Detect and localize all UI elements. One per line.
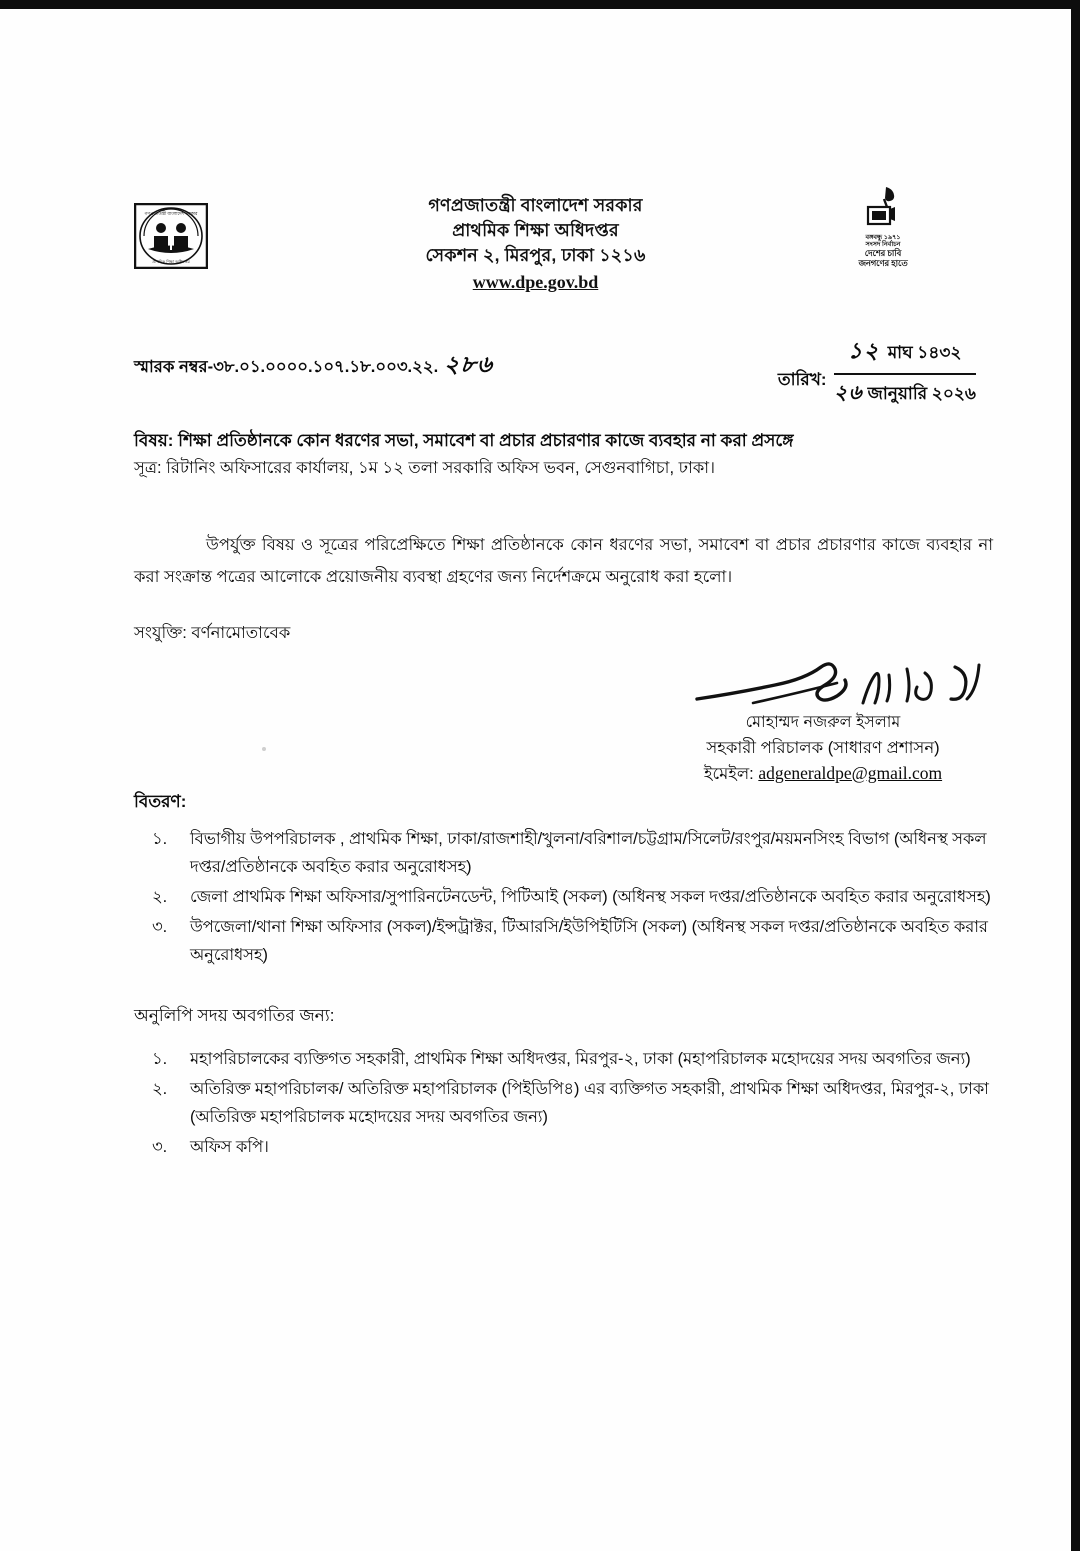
list-item-text: অতিরিক্ত মহাপরিচালক/ অতিরিক্ত মহাপরিচালক (পিইডিপি৪) এর ব্যক্তিগত সহকারী, প্রাথমিক শিক্ষা অধিদপ্তর, মিরপুর-২, ঢাকা (অতিরিক্ত মহাপরিচালক মহোদয়ের সদয় অবগতির জন্য) bbox=[190, 1079, 989, 1126]
stamp-line-4: জনগণের হাতে bbox=[858, 258, 908, 268]
election-commission-stamp bbox=[835, 185, 931, 268]
distribution-heading: বিতরণ: bbox=[134, 791, 187, 811]
website-url[interactable]: www.dpe.gov.bd bbox=[472, 271, 599, 292]
stamp-line-2: সংসদ নির্বাচন bbox=[865, 240, 901, 248]
list-item bbox=[134, 913, 999, 969]
list-item bbox=[134, 883, 999, 911]
distribution-list bbox=[134, 825, 999, 969]
office-address: সেকশন ২, মিরপুর, ঢাকা ১২১৬ bbox=[425, 244, 646, 265]
list-item-number: ২. bbox=[152, 1079, 168, 1098]
list-item-text: বিভাগীয় উপপরিচালক , প্রাথমিক শিক্ষা, ঢাকা/রাজশাহী/খুলনা/বরিশাল/চট্টগ্রাম/সিলেট/রংপুর/ময়মনসিংহ বিভাগ (অধিনস্থ সকল দপ্তর/প্রতিষ্ঠানকে অবহিত করার অনুরোধসহ) bbox=[190, 829, 987, 876]
signer-email-line bbox=[653, 761, 993, 788]
stamp-mark-icon bbox=[835, 185, 931, 235]
list-item-text: অফিস কপি। bbox=[190, 1137, 269, 1156]
list-item-number: ১. bbox=[152, 829, 168, 848]
reference-line bbox=[134, 456, 976, 481]
subject-reference-block bbox=[0, 428, 1071, 480]
signer-name: মোহাম্মদ নজরুল ইসলাম bbox=[745, 713, 901, 731]
scan-top-edge-artifact bbox=[0, 0, 1080, 9]
list-item-number: ২. bbox=[152, 887, 168, 906]
distribution-section bbox=[0, 789, 1071, 969]
signer-designation: সহকারী পরিচালক (সাধারণ প্রশাসন) bbox=[706, 738, 940, 757]
stamp-line-1: বঙ্গবন্ধু ১৯৭১ bbox=[865, 234, 901, 241]
copy-to-list bbox=[134, 1045, 999, 1161]
government-name: গণপ্রজাতন্ত্রী বাংলাদেশ সরকার bbox=[428, 195, 643, 215]
list-item bbox=[134, 1133, 999, 1161]
date-stack bbox=[834, 334, 976, 411]
signature-block bbox=[0, 659, 1071, 789]
gregorian-date bbox=[834, 375, 976, 411]
subject-label: বিষয়: bbox=[134, 431, 174, 450]
list-item bbox=[134, 1075, 999, 1131]
copy-to-heading: অনুলিপি সদয় অবগতির জন্য: bbox=[134, 1005, 335, 1025]
memo-and-date-row bbox=[0, 332, 1071, 404]
memo-number-label: স্মারক নম্বর-৩৮.০১.০০০০.১০৭.১৮.০০৩.২২. bbox=[134, 358, 439, 376]
email-label: ইমেইল: bbox=[703, 764, 754, 783]
reference-label: সূত্র: bbox=[134, 458, 162, 477]
gregorian-date-day: ২৬ bbox=[832, 382, 864, 404]
date-block bbox=[778, 334, 976, 411]
list-item-text: জেলা প্রাথমিক শিক্ষা অফিসার/সুপারিনটেনডেন্ট, পিটিআই (সকল) (অধিনস্থ সকল দপ্তর/প্রতিষ্ঠানকে অবহিত করার অনুরোধসহ) bbox=[190, 887, 991, 906]
document-page bbox=[0, 9, 1071, 1551]
list-item-number: ৩. bbox=[152, 917, 168, 936]
bengali-date-day: ১২ bbox=[847, 338, 882, 363]
reference-text: রিটানিং অফিসারের কার্যালয়, ১ম ১২ তলা সরকারি অফিস ভবন, সেগুনবাগিচা, ঢাকা। bbox=[166, 458, 715, 477]
memo-number bbox=[134, 346, 494, 385]
subject-line bbox=[134, 428, 976, 454]
list-item-text: উপজেলা/থানা শিক্ষা অফিসার (সকল)/ইন্সট্রাক্টর, টিআরসি/ইউপিইটিসি (সকল) (অধিনস্থ সকল দপ্তর/প্রতিষ্ঠানকে অবহিত করার অনুরোধসহ) bbox=[190, 917, 988, 964]
list-item-text: মহাপরিচালকের ব্যক্তিগত সহকারী, প্রাথমিক শিক্ষা অধিদপ্তর, মিরপুর-২, ঢাকা (মহাপরিচালক মহোদয়ের সদয় অবগতির জন্য) bbox=[190, 1049, 971, 1068]
body-paragraph: উপর্যুক্ত বিষয় ও সূত্রের পরিপ্রেক্ষিতে শিক্ষা প্রতিষ্ঠানকে কোন ধরণের সভা, সমাবেশ বা প্রচার প্রচারণার কাজে ব্যবহার না করা সংক্রান্ত পত্রের আলোকে প্রয়োজনীয় ব্যবস্থা গ্রহণের জন্য নির্দেশক্রমে অনুরোধ করা হলো। bbox=[134, 536, 993, 586]
letterhead bbox=[0, 179, 1071, 304]
list-item-number: ৩. bbox=[152, 1137, 168, 1156]
list-item bbox=[134, 1045, 999, 1073]
date-label: তারিখ: bbox=[777, 369, 827, 389]
stamp-line-3: দেশের চাবি bbox=[864, 248, 902, 259]
subject-text: শিক্ষা প্রতিষ্ঠানকে কোন ধরণের সভা, সমাবেশ বা প্রচার প্রচারণার কাজে ব্যবহার না করা প্রসঙ্গে bbox=[178, 431, 794, 450]
attachment-line: সংযুক্তি: বর্ণনামোতাবেক bbox=[134, 623, 291, 642]
gregorian-date-month-year: জানুয়ারি ২০২৬ bbox=[867, 384, 976, 403]
scan-speck bbox=[262, 747, 266, 751]
list-item-number: ১. bbox=[152, 1049, 168, 1068]
list-item bbox=[134, 825, 999, 881]
svg-text:গণপ্রজাতন্ত্রী বাংলাদেশ সরকার: গণপ্রজাতন্ত্রী বাংলাদেশ সরকার bbox=[144, 211, 198, 216]
memo-number-handwritten: ২৮৬ bbox=[442, 351, 496, 377]
bengali-date-month-year: মাঘ ১৪৩২ bbox=[887, 343, 962, 362]
email-address[interactable]: adgeneraldpe@gmail.com bbox=[758, 762, 943, 783]
svg-text:প্রাথমিক শিক্ষা অধিদপ্তর: প্রাথমিক শিক্ষা অধিদপ্তর bbox=[152, 259, 190, 264]
copy-to-section bbox=[0, 1003, 1071, 1161]
bengali-date bbox=[834, 334, 976, 375]
scan-right-edge-artifact bbox=[1071, 0, 1080, 1551]
department-name: প্রাথমিক শিক্ষা অধিদপ্তর bbox=[452, 219, 619, 240]
